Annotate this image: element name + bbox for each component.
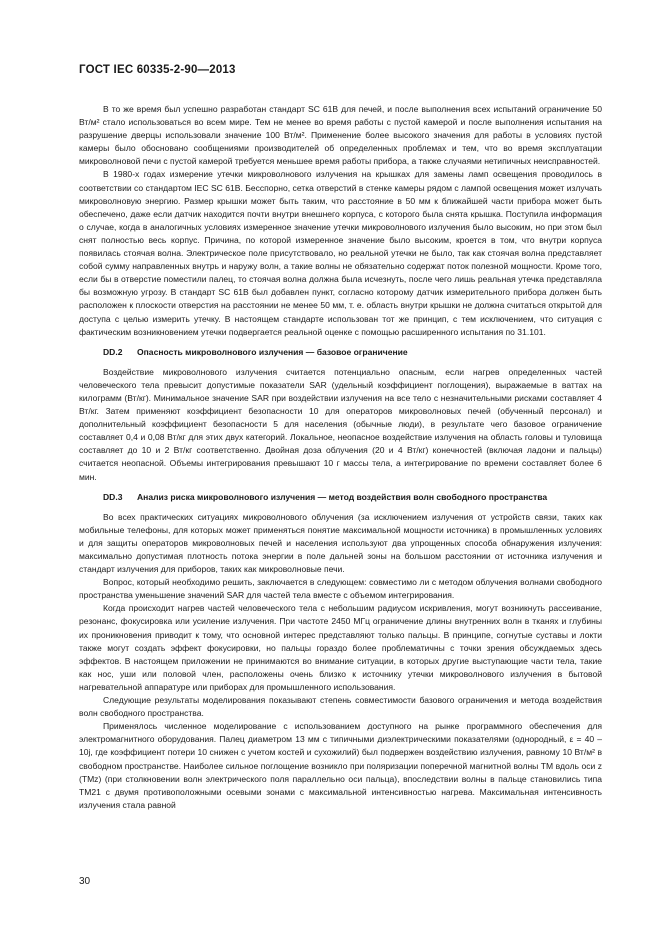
paragraph: В 1980-х годах измерение утечки микроволнового излучения на крышках для замены ламп освещения проводилось в соответствии со стандартом IEC SC 61B. Бесспорно, сетка отверстий в стенке камеры рядом с лампой освещения может излучать микроволновую энергию. Размер крышки может быть таким, что расстояние в 50 мм к ближайшей части прибора может быть обеспечено, даже если датчик находится почти внутри внешнего корпуса, с которого была снята крышка. Поступила информация о случае, когда в аналогичных условиях измеренное значение утечки микроволнового излучения было высоким, но при этом был снят полностью весь корпус. Причина, по которой измеренное значение было высоким, кроется в том, что внутри корпуса появилась стоячая волна. Электрическое поле присутствовало, но реальной утечки не было, так как стоячая волна представляет собой сумму направленных внутрь и наружу волн, а такие волны не обязательно содержат поток полезной мощности. Кроме того, если бы в отверстие поместили палец, то стоячая волна должна была исчезнуть, после чего лишь реальная утечка представляла бы возможную угрозу. В стандарт SC 61B был добавлен пункт, согласно которому датчик измерительного прибора должен быть расположен к плоскости отверстия на расстоянии не менее 50 мм, т. е. область внутри крышки не должна считаться открытой для доступа с целью измерить утечку. В настоящем стандарте использован тот же принцип, с тем исключением, что ситуация с фактическим возникновением утечки подвергается реальной оценке с помощью расширенного испытания по 31.101. bbox=[79, 169, 602, 337]
paragraph: Когда происходит нагрев частей человеческого тела с небольшим радиусом искривления, могут возникнуть рассеивание, резонанс, фокусировка или усиление излучения. При частоте 2450 МГц ограничение длины внутренних волн в тканях и глубины их проникновения приводит к тому, что основной интерес представляют только пальцы. В принципе, согнутые суставы и локти также могут создать эффект фокусировки, но пальцы гораздо более проблематичны с точки зрения обсуждаемых здесь эффектов. В настоящем приложении не принимаются во внимание ситуации, в которых другие выступающие части тела, такие как нос, уши или половой член, расположены очень близко к источнику утечки микроволнового излучения в бытовой нагревательной аппаратуре или приборах для промышленного использования. bbox=[79, 603, 602, 692]
document-header: ГОСТ IEC 60335-2-90—2013 bbox=[79, 64, 236, 76]
page-number: 30 bbox=[79, 876, 91, 887]
section-number: DD.2 bbox=[103, 346, 123, 357]
section-number: DD.3 bbox=[103, 491, 123, 502]
paragraph: В то же время был успешно разработан стандарт SC 61B для печей, и после выполнения всех испытаний ограничение 50 Вт/м² стало использоваться во всем мире. Тем не менее во время работы с пустой камерой и после выполнения испытания на разрушение дверцы использовали значение 100 Вт/м². Применение более высокого значения для работы в условиях пустой камеры было обосновано сообщениями производителей об определенных проблемах и тем, что во время эксплуатации микроволновой печи с пустой камерой требуется меньшее время работы прибора, а также случаями нетипичных неисправностей. bbox=[79, 104, 602, 167]
paragraph: Применялось численное моделирование с использованием доступного на рынке программного обеспечения для электромагнитного оборудования. Палец диаметром 13 мм с типичными диэлектрическими показателями (однородный, ε = 40 – 10j, где коэффициент потери 10 снижен с учетом костей и сухожилий) был подвержен воздействию излучения, равному 10 Вт/м² в свободном пространстве. Наиболее сильное поглощение возникло при поляризации поперечной магнитной волны TM вдоль оси z (TMz) (при столкновении волн электрического поля параллельно оси пальца), впоследствии волны в пальце становились типа TM21 с двумя противоположными осевыми зонами с максимальной интенсивностью нагрева. Максимальная интенсивность излучения стала равной bbox=[79, 721, 602, 810]
section-title: Анализ риска микроволнового излучения — метод воздействия волн свободного пространства bbox=[137, 491, 548, 502]
section-heading-dd3 bbox=[79, 491, 602, 504]
paragraph: Во всех практических ситуациях микроволнового облучения (за исключением излучения от устройств связи, таких как мобильные телефоны, для которых может применяться понятие максимальной мощности источника) в промышленных условиях и для защиты операторов микроволновых печей и населения используют два упрощенных способа обнаружения излучения: максимально допустимая плотность потока энергии в поле дальней зоны на большом расстоянии от источника излучения и стандарт излучения для приборов, таких как микроволновые печи. bbox=[79, 511, 602, 575]
paragraph: Следующие результаты моделирования показывают степень совместимости базового ограничения и метода воздействия волн свободного пространства. bbox=[79, 695, 602, 719]
section-heading-dd2 bbox=[79, 346, 602, 359]
paragraph: Вопрос, который необходимо решить, заключается в следующем: совместимо ли с методом облучения волнами свободного пространства уменьшение значений SAR для частей тела вместе с объемом интегрирования. bbox=[79, 577, 602, 601]
document-body bbox=[79, 96, 602, 812]
section-title: Опасность микроволнового излучения — базовое ограничение bbox=[137, 346, 408, 357]
paragraph: Воздействие микроволнового излучения считается потенциально опасным, если нагрев определенных частей человеческого тела превысит допустимые показатели SAR (удельный коэффициент поглощения), выражаемые в ваттах на килограмм (Вт/кг). Минимальное значение SAR при воздействии излучения на все тело с незначительными рисками составляет 4 Вт/кг. Затем применяют коэффициент безопасности 10 для операторов микроволновых печей (обученный персонал) и дополнительный коэффициент безопасности 5 для населения (обычные люди), в результате чего базовое ограничение составляет 0,4 и 0,08 Вт/кг для этих двух категорий. Локальное, неопасное воздействие излучения на область головы и туловища составляет до 10 и 2 Вт/кг соответственно. Двойная доза облучения (20 и 4 Вт/кг) конечностей (включая ладони и пальцы) считается неопасной. Объемы интегрирования превышают 10 г массы тела, а интегрирование по времени составляет более 6 мин. bbox=[79, 366, 602, 482]
